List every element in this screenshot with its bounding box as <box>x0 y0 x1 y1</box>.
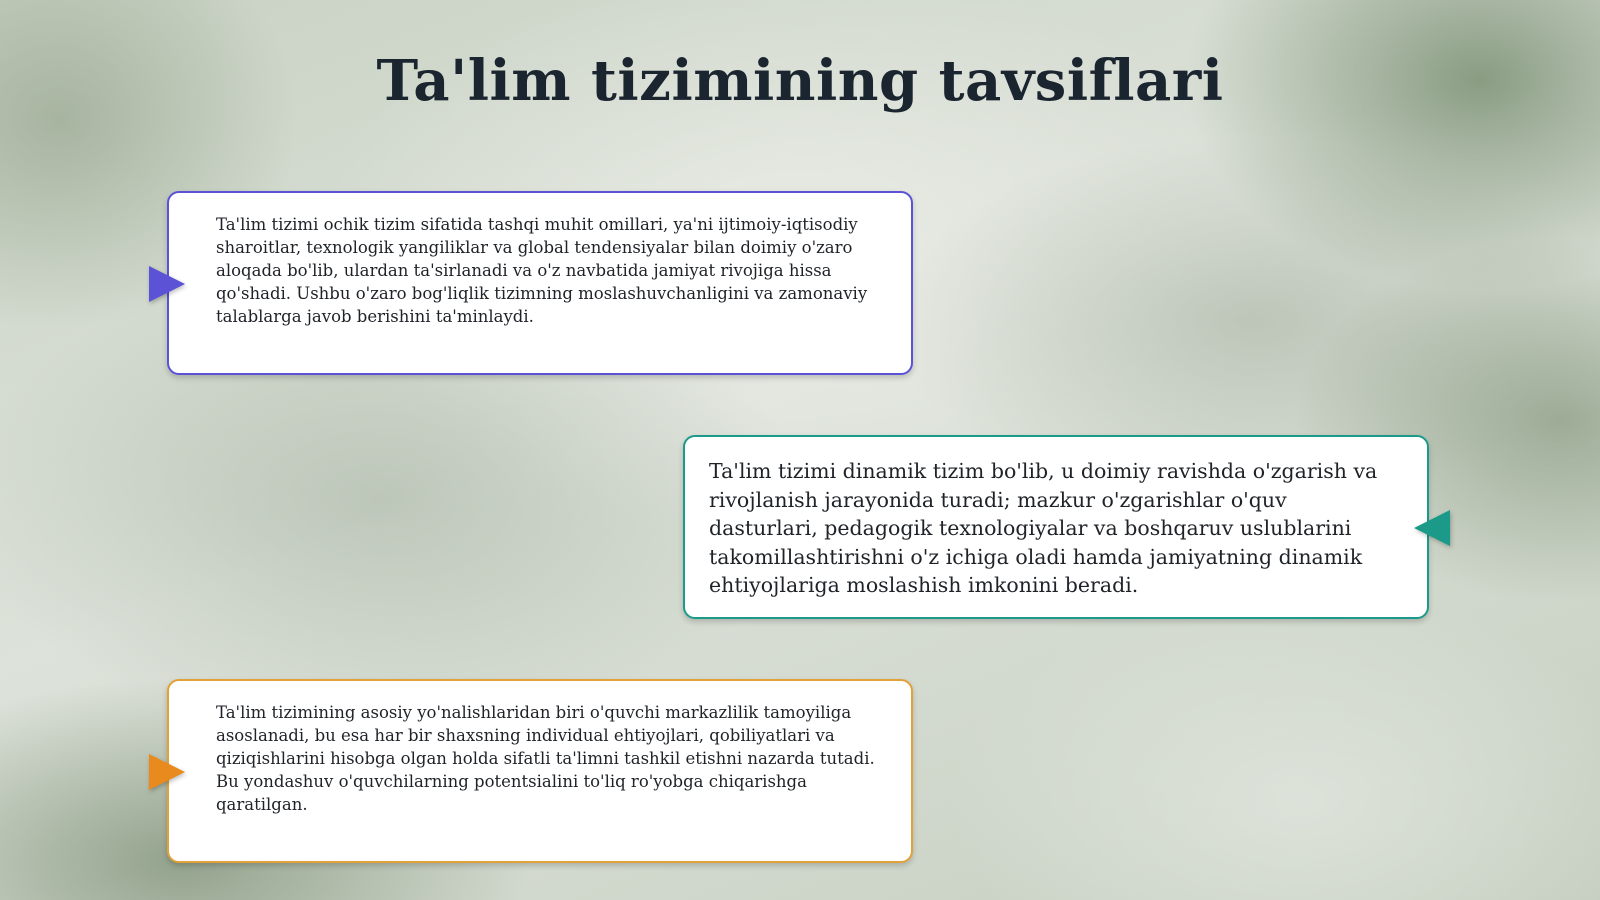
feature-card-dynamic-system <box>683 435 1429 619</box>
feature-card-student-centered <box>167 679 913 863</box>
triangle-left-icon <box>1414 510 1450 546</box>
card-text: Ta'lim tizimi ochik tizim sifatida tashqi muhit omillari, ya'ni ijtimoiy-iqtisodiy sharoitlar, texnologik yangiliklar va global tendensiyalar bilan doimiy o'zaro aloqada bo'lib, ulardan ta'sirlanadi va o'z navbatida jamiyat rivojiga hissa qo'shadi. Ushbu o'zaro bog'liqlik tizimning moslashuvchanligini va zamonaviy talablarga javob berishini ta'minlaydi. <box>216 215 868 326</box>
slide-title: Ta'lim tizimining tavsiflari <box>376 48 1224 114</box>
feature-card-open-system <box>167 191 913 375</box>
triangle-right-icon <box>149 754 185 790</box>
triangle-right-icon <box>149 266 185 302</box>
card-text: Ta'lim tizimi dinamik tizim bo'lib, u doimiy ravishda o'zgarish va rivojlanish jarayonida turadi; mazkur o'zgarishlar o'quv dasturlari, pedagogik texnologiyalar va boshqaruv uslublarini takomillashtirishni o'z ichiga oladi hamda jamiyatning dinamik ehtiyojlariga moslashish imkonini beradi. <box>709 459 1378 597</box>
card-text: Ta'lim tizimining asosiy yo'nalishlaridan biri o'quvchi markazlilik tamoyiliga asoslanadi, bu esa har bir shaxsning individual ehtiyojlari, qobiliyatlari va qiziqishlarini hisobga olgan holda sifatli ta'limni tashkil etishni nazarda tutadi. Bu yondashuv o'quvchilarning potentsialini to'liq ro'yobga chiqarishga qaratilgan. <box>216 703 875 814</box>
